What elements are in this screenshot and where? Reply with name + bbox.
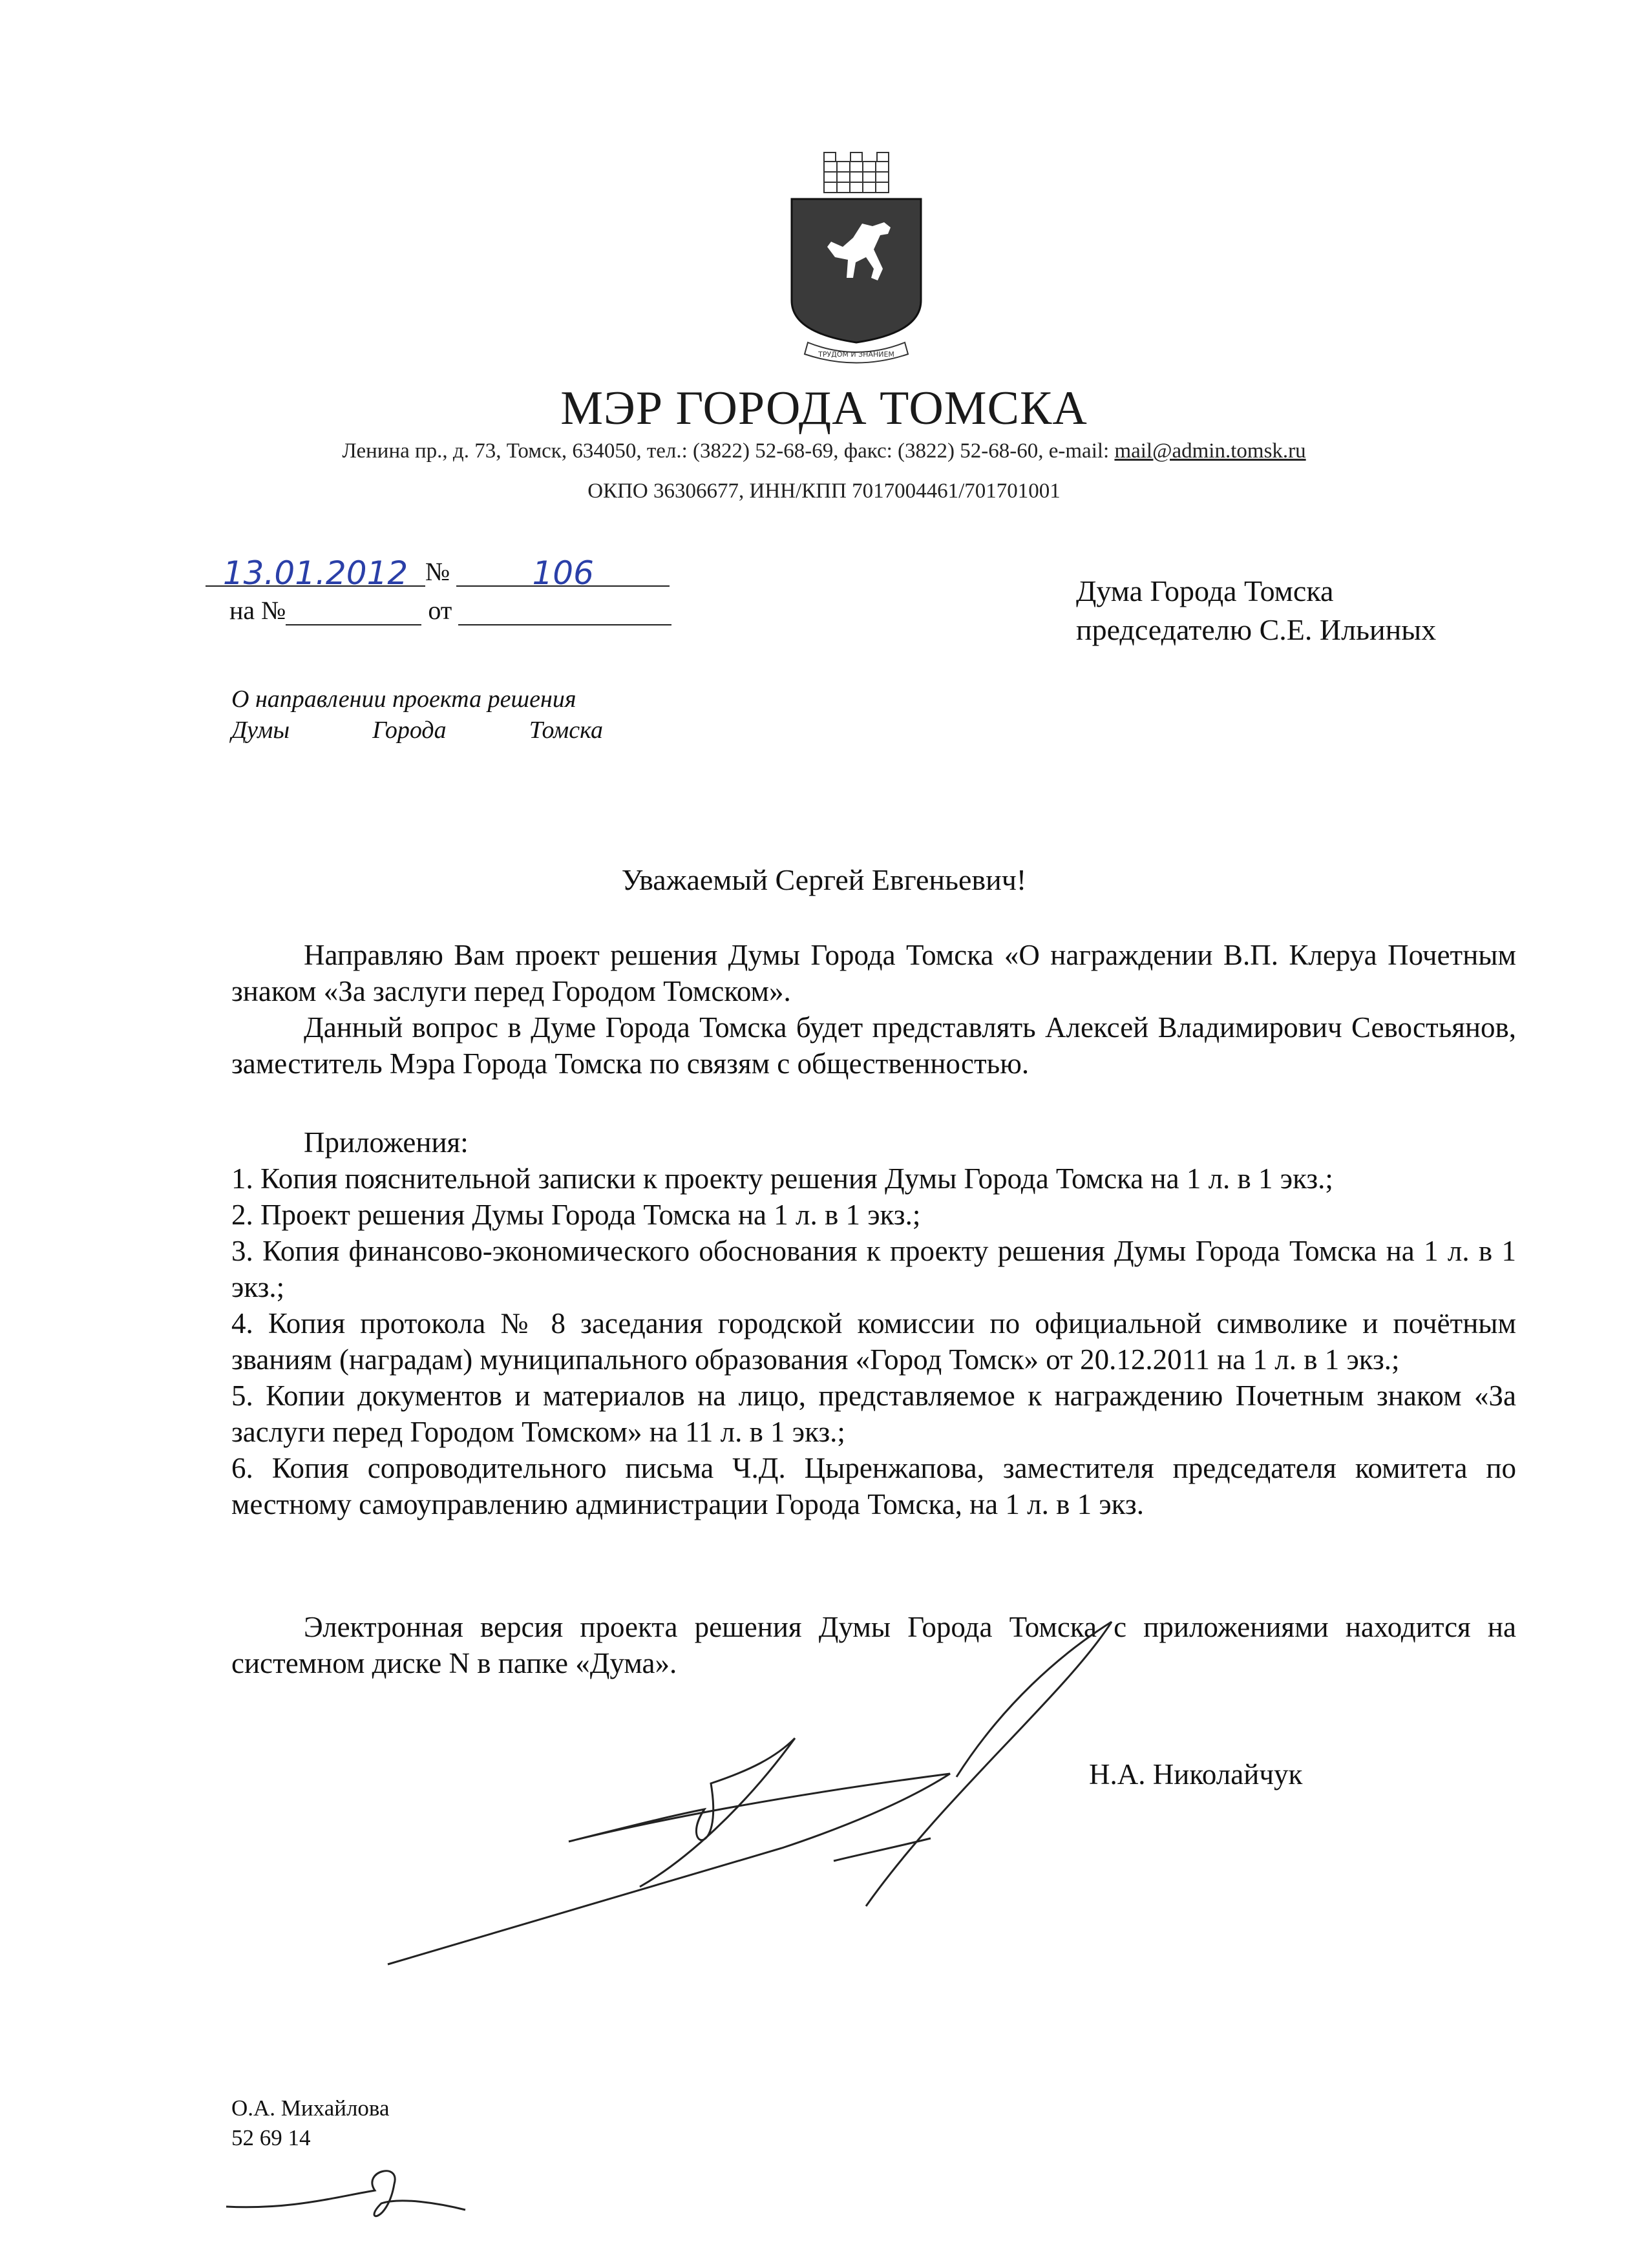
body-paragraphs	[231, 937, 1516, 1082]
registration-date: 13.01.2012	[206, 554, 425, 587]
crown-icon	[824, 152, 889, 193]
attachment-item: 2. Проект решения Думы Города Томска на 1 л. в 1 экз.;	[231, 1199, 921, 1231]
emblem-motto: ТРУДОМ И ЗНАНИЕМ	[818, 350, 894, 359]
email-link[interactable]: mail@admin.tomsk.ru	[1114, 439, 1306, 463]
subject-word-1: Думы	[231, 717, 290, 744]
attachment-item: 4. Копия протокола № 8 заседания городской комиссии по официальной символике и почётным званиям (наградам) муниципального образования «Город Томск» от 20.12.2011 на 1 л. в 1 экз.;	[231, 1307, 1516, 1376]
subject-word-2: Города	[372, 717, 447, 744]
ref-date-label: от	[428, 596, 452, 625]
closing	[231, 1609, 1516, 1681]
letterhead-title: МЭР ГОРОДА ТОМСКА	[560, 382, 1088, 435]
number-label: №	[425, 557, 450, 586]
address-text: Ленина пр., д. 73, Томск, 634050, тел.: (3822) 52-68-69, факс: (3822) 52-68-60, e-mail:	[342, 439, 1115, 463]
greeting: Уважаемый Сергей Евгеньевич!	[621, 863, 1027, 896]
attachment-item: 3. Копия финансово-экономического обоснования к проекту решения Думы Города Томска на 1 л. в 1 экз.;	[231, 1235, 1516, 1303]
ref-number-label: на №	[229, 596, 286, 625]
city-emblem	[776, 149, 937, 368]
subject-line-2	[231, 715, 603, 746]
recipient-line-2: председателю С.Е. Ильиных	[1076, 613, 1437, 646]
attachment-item: 6. Копия сопроводительного письма Ч.Д. Цыренжапова, заместителя председателя комитета по местному самоуправлению администрации Города Томска, на 1 л. в 1 экз.	[231, 1452, 1516, 1520]
ref-number-field	[286, 593, 421, 625]
executor-name: О.А. Михайлова	[231, 2095, 390, 2121]
paragraph: Данный вопрос в Думе Города Томска будет представлять Алексей Владимирович Севостьянов, заместитель Мэра Города Томска по связям с общественностью.	[231, 1011, 1516, 1080]
registration-line-2	[229, 593, 671, 625]
shield-icon	[792, 199, 921, 342]
recipient-line-1: Дума Города Томска	[1076, 574, 1334, 607]
recipient	[1076, 572, 1436, 649]
subject-line-1: О направлении проекта решения	[231, 686, 576, 713]
subject-word-3: Томска	[529, 717, 603, 744]
attachment-item: 5. Копии документов и материалов на лицо, представляемое к награждению Почетным знаком «За заслуги перед Городом Томском» на 11 л. в 1 экз.;	[231, 1380, 1516, 1448]
attachments	[231, 1124, 1516, 1522]
signer-name: Н.А. Николайчук	[1089, 1758, 1303, 1790]
attachments-heading: Приложения:	[304, 1126, 469, 1159]
letterhead-codes: ОКПО 36306677, ИНН/КПП 7017004461/701701001	[587, 479, 1061, 503]
registration-line-1	[206, 554, 670, 592]
registration-number: 106	[456, 554, 670, 587]
closing-paragraph: Электронная версия проекта решения Думы Города Томска с приложениями находится на системном диске N в папке «Дума».	[231, 1611, 1516, 1679]
paragraph: Направляю Вам проект решения Думы Города Томска «О награждении В.П. Клеруа Почетным знаком «За заслуги перед Городом Томском».	[231, 939, 1516, 1007]
subject	[231, 684, 603, 746]
executor	[231, 2094, 390, 2153]
ref-date-field	[458, 593, 671, 625]
executor-phone: 52 69 14	[231, 2125, 311, 2150]
letterhead-address	[0, 439, 1648, 463]
executor-signature	[226, 2171, 465, 2216]
attachment-item: 1. Копия пояснительной записки к проекту решения Думы Города Томска на 1 л. в 1 экз.;	[231, 1162, 1333, 1195]
